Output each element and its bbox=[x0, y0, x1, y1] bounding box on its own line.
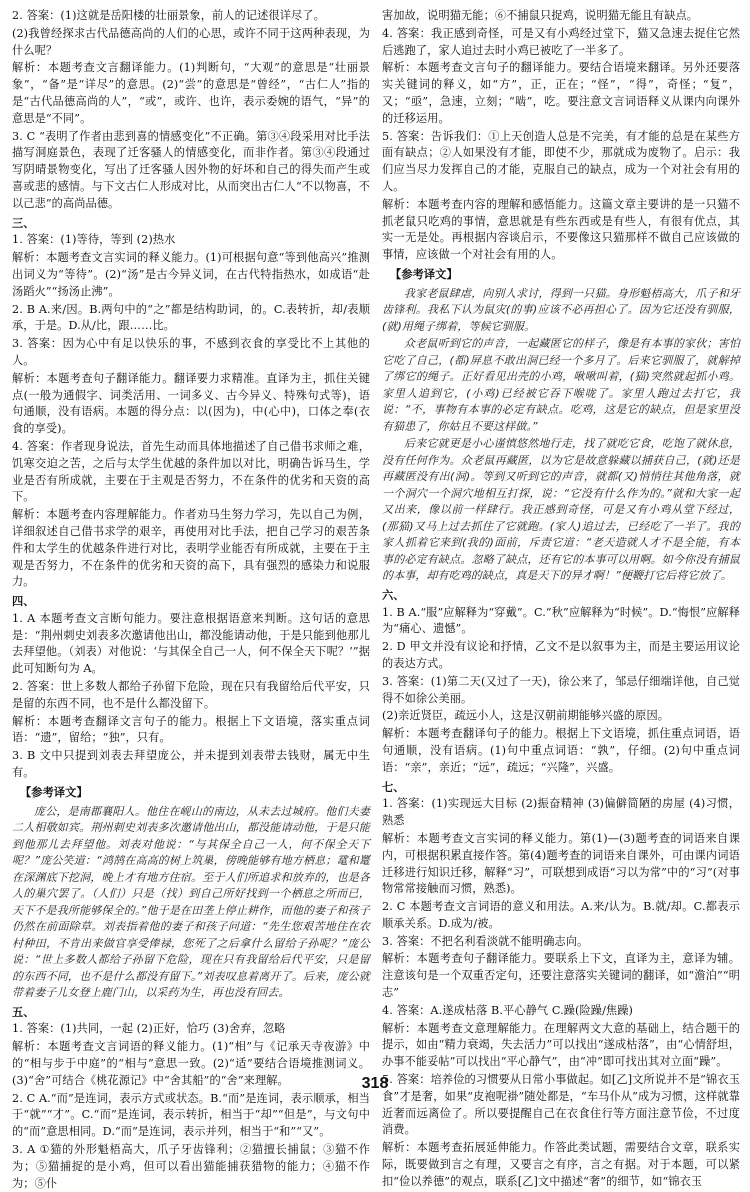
answer-paragraph: (2)我曾经探求古代品德高尚的人们的心思，或许不同于这两种表现，为什么呢？ bbox=[12, 26, 370, 57]
answer-paragraph: 4. 答案：我正感到奇怪，可是又有小鸡经过堂下，猫又急速去捉住它然后逃跑了，家人追过去时小鸡已被吃了一半多了。 bbox=[382, 26, 740, 57]
answer-paragraph: 解析：本题考查翻译文言句子的能力。根据上下文语境，落实重点词语：“遗”，留给；“独”，只有。 bbox=[12, 714, 370, 745]
answer-paragraph: 解析：本题考查内容的理解和感悟能力。这篇文章主要讲的是一只猫不抓老鼠只吃鸡的事情，意思就是有些东西或是有些人，有很有优点，其实一无是处。再根据内容谈启示，不要像这只猫那样不做自己应该做的事情，应该做一个对社会有用的人。 bbox=[382, 197, 740, 262]
reference-translation-heading: 【参考译文】 bbox=[20, 785, 88, 799]
answer-paragraph: 2. 答案：(1)这就是岳阳楼的壮丽景象，前人的记述很详尽了。 bbox=[12, 9, 325, 22]
translation-paragraph: 我家老鼠肆虐，向别人求讨，得到一只猫。身形魁梧高大，爪子和牙齿锋利。我私下认为鼠灾(的事)应该不必再担心了。因为它还没有驯服，(就)用绳子绑着，等候它驯服。 bbox=[382, 286, 740, 333]
answer-paragraph: 3. 答案：不把名利看淡就不能明确志向。 bbox=[382, 934, 589, 948]
answer-paragraph: 解析：本题考查内容理解能力。作者劝马生努力学习，先以自己为例，详细叙述自己借书求学的艰辛，再使用对比手法，把自己学习的艰苦条件和太学生的优越条件进行对比，表明学业能否有所成就，主要在于主观是否努力，不在条件的优劣和天资的高下，具有强烈的感染力和说服力。 bbox=[12, 508, 370, 589]
section-heading: 四、 bbox=[12, 594, 35, 609]
answer-paragraph: 2. 答案：世上多数人都给子孙留下危险，现在只有我留给后代平安，只是留的东西不同，也不是什么都没留下。 bbox=[12, 680, 370, 710]
right-column bbox=[382, 8, 740, 1188]
section-heading: 七、 bbox=[382, 779, 405, 794]
translation-paragraph: 众老鼠听到它的声音，一起藏匿它的样子，像是有本事的家伙；害怕它吃了自己，(都)屏息不敢出洞已经一个多月了。后来它驯服了，就解掉了绑它的绳子。正好看见出壳的小鸡，啾啾叫着，(猫)突然就起抓小鸡。家里人追到它，(小鸡)已经被它吞下喉咙了。家里人跑过去打它，我说：“不，事物有本事的必定有缺点。吃鸡，这是它的缺点，但是家里没有猫患了，你姑且不要这样做。” bbox=[382, 337, 740, 433]
answer-paragraph: 解析：本题考查文言实词的释义能力。(1)可根据句意“等到他高兴”推测出词义为“等待”。(2)“汤”是古今异义词，在古代特指热水，如成语“赴汤蹈火”“扬汤止沸”。 bbox=[12, 251, 370, 298]
answer-paragraph: 1. 答案：(1)共同，一起 (2)正好，恰巧 (3)舍弃，忽略 bbox=[12, 1022, 286, 1036]
answer-paragraph: 2. B A.来/因。B.两句中的“之”都是结构助词，的。C.表转折，却/表顺承，于是。D.从/比，跟……比。 bbox=[12, 302, 370, 333]
answer-paragraph: 解析：本题考查文言翻译能力。(1)判断句，“大观”的意思是“壮丽景象”，“备”是“详尽”的意思。(2)“尝”的意思是“曾经”，“古仁人”指的是“古代品德高尚的人”，“或”，或许、也许，表示委婉的语气，“异”的意思是“不同”。 bbox=[12, 61, 370, 125]
answer-paragraph: 解析：本题考查翻译句子的能力。根据上下文语境，抓住重点词语，语句通顺，没有语病。(1)句中重点词语：“孰”，仔细。(2)句中重点词语：“亲”，亲近；“远”，疏远；“兴隆”，兴盛。 bbox=[382, 727, 740, 774]
translation-paragraph: 后来它就更是小心谨慎悠然地行走，找了就吃它食，吃饱了就休息，没有任何作为。众老鼠再藏匿，以为它是故意躲藏以捕获自己，(就)还是再藏匿没有出(洞)。等到又听到它的声音，就都(又)悄悄往其他角落，就一个洞穴一个洞穴地相互打探，说：“它没有什么作为的。”就和大家一起又出来，像以前一样肆行。我正感到奇怪，可是又有小鸡从堂下经过，(那猫)又马上过去抓住了它就跑。(家人)追过去，已经吃了一半了。我的家人抓着它来到(我的)面前，斥责它道：“老天造就人才不是全能，有本事的必定有缺点。忽略了缺点，还有它的本事可以用啊。如今你没有捕鼠的本事，却有吃鸡的缺点，真是天下的异才啊！”便鞭打它后将它放了。 bbox=[382, 437, 740, 583]
answer-paragraph: 3. A ①猫的外形魁梧高大，爪子牙齿锋利；②猫擅长捕鼠；③猫不作为；⑤猫捕捉的是小鸡，但可以看出猫能捕获猎物的能力；④猫不作为；⑤仆 bbox=[12, 1143, 370, 1190]
answer-paragraph: 5. 答案：培养俭的习惯要从日常小事做起。如[乙]文所说并不是“锦衣玉食”才是奢，如果“皮袍呢褂”随处都是，“车马仆从”成为习惯，这样就靠近奢而远离俭了。所以要提醒自己在衣食住行等方面注意节俭，不过度消费。 bbox=[382, 1073, 740, 1137]
answer-paragraph: 解析：本题考查文言词语的释义能力。(1)“相”与《记承天寺夜游》中的“相与步于中庭”的“相与”意思一致。(2)“适”要结合语境推测词义。(3)“舍”可结合《桃花源记》中“舍其船”的“舍”来理解。 bbox=[12, 1040, 370, 1087]
answer-paragraph: 2. D 甲文并没有议论和抒情，乙文不是以叙事为主，而是主要运用议论的表达方式。 bbox=[382, 640, 740, 670]
answer-paragraph: 3. 答案：(1)第二天(又过了一天)，徐公来了，邹忌仔细端详他，自己觉得不如徐公美丽。 bbox=[382, 674, 740, 705]
answer-paragraph: 5. 答案：告诉我们：①上天创造人总是不完美，有才能的总是在某些方面有缺点；②人如果没有才能，即使不少，那就成为废物了。启示：我们应当尽力发挥自己的才能，克服自己的缺点，成为一个对社会有用的人。 bbox=[382, 129, 740, 193]
answer-paragraph: 2. C 本题考查文言词语的意义和用法。A.来/认为。B.就/却。C.都表示顺承关系。D.成为/被。 bbox=[382, 900, 740, 930]
answer-paragraph: 1. B A.“服”应解释为“穿戴”。C.“秋”应解释为“时候”。D.“悔恨”应解释为“痛心、遗憾”。 bbox=[382, 605, 740, 636]
answer-paragraph: 1. 答案：(1)实现远大目标 (2)振奋精神 (3)偏僻简陋的房屋 (4)习惯，熟悉 bbox=[382, 797, 740, 828]
answer-paragraph: 解析：本题考查拓展延伸能力。作答此类试题，需要结合文章，联系实际，既要做到言之有理，又要言之有序，言之有据。对于本题，可以紧扣“俭以养德”的观点，联系[乙]文中描述“奢”的细节，如“锦衣玉 bbox=[382, 1141, 740, 1188]
section-heading: 六、 bbox=[382, 587, 405, 602]
answer-paragraph: 解析：本题考查文言句子的翻译能力。要结合语境来翻译。另外还要落实关键词的释义，如“方”，正，正在；“怪”，“得”，奇怪；“复”，又；“亟”，急速，立刻；“啮”，吃。要注意文言词语释义从课内向课外的迁移运用。 bbox=[382, 61, 740, 125]
answer-paragraph: 解析：本题考查文意理解能力。在理解两文大意的基础上，结合题干的提示，如由“精力衰竭，失去活力”可以找出“遂成枯落”，由“心情舒坦，办事不能妥帖”可以找出“平心静气”，由“冲”即可找出其对立面“躁”。 bbox=[382, 1021, 740, 1069]
translation-paragraph: 庞公，是南郡襄阳人。他住在岘山的南边，从未去过城府。他们夫妻二人相敬如宾。荆州刺史刘表多次邀请他出山，都没能请动他，于是只能到他那儿去拜望他。刘表对他说：“与其保全自己一人，何不保全天下呢？”庞公笑道：“鸿鹄在高高的树上筑巢，傍晚能够有地方栖息；鼋和鼍在深渊底下挖洞，晚上才有地方住宿。至于人们所追求和放弃的，也是各人的巢穴罢了。（人们）只是（找）到自己所好找到一个栖息之所而已，天下不是我所能够保全的。”他于是在田垄上停止耕作，而他的妻子和孩子仍然在前面除草。刘表指着他的妻子和孩子问道：“先生您艰苦地住在农村种田，不肯出来做官享受俸禄，您死了之后拿什么留给子孙呢？”庞公说：“世上多数人都给子孙留下危险，现在只有我留给后代平安，只是留的东西不同，也不是什么都没有留下。”刘表叹息着离开了。后来，庞公就带着妻子儿女登上鹿门山，以采药为生，再也没有回去。 bbox=[12, 804, 370, 1000]
answer-paragraph: 1. A 本题考查文言断句能力。要注意根据语意来判断。这句话的意思是：“荆州刺史刘表多次邀请他出山，都没能请动他，于是只能到他那儿去拜望他。（刘表）对他说：‘与其保全自己一人，何不保全天下呢？’”据此可知断句为 A。 bbox=[12, 611, 370, 676]
answer-paragraph: 解析：本题考查句子翻译能力。要联系上下文，直译为主，意译为辅。注意该句是一个双重否定句，还要注意落实关键词的翻译，如“澹泊”“明志” bbox=[382, 952, 740, 1000]
answer-paragraph: 解析：本题考查文言实词的释义能力。第(1)—(3)题考查的词语来自课内，可根据积累直接作答。第(4)题考查的词语来自课外，可由课内词语迁移进行知识迁移，解释“习”，可联想到成语“习以为常”中的“习”(对事物常常接触而习惯，熟悉)。 bbox=[382, 831, 740, 896]
answer-paragraph: 2. C A.“而”是连词，表示方式或状态。B.“而”是连词，表示顺承，相当于“就”“才”。C.“而”是连词，表示转折，相当于“却”“但是”，与文句中的“而”意思相同。D.“而”是连词，表示并列，相当于“和”“又”。 bbox=[12, 1091, 370, 1139]
answer-paragraph: 1. 答案：(1)等待，等到 (2)热水 bbox=[12, 233, 176, 247]
answer-paragraph: 3. B 文中只提到刘表去拜望庞公，并未提到刘表带去钱财，属无中生有。 bbox=[12, 749, 370, 780]
section-heading: 五、 bbox=[12, 1004, 35, 1019]
answer-paragraph: 解析：本题考查句子翻译能力。翻译要力求精准。直译为主，抓住关键点(一般为通假字、词类活用、一词多义、古今异义、特殊句式等)，语句通顺，没有语病。本题的得分点：以(因为)，中(心中)，口体之奉(衣食的享受)。 bbox=[12, 371, 370, 436]
answer-paragraph: 4. 答案：A.遂成枯落 B.平心静气 C.躁(险躁/焦躁) bbox=[382, 1003, 633, 1017]
answer-paragraph: (2)亲近贤臣，疏远小人，这是汉朝前期能够兴盛的原因。 bbox=[382, 709, 670, 723]
answer-paragraph: 3. 答案：因为心中有足以快乐的事，不感到衣食的享受比不上其他的人。 bbox=[12, 337, 370, 367]
left-column bbox=[12, 8, 370, 1190]
reference-translation-heading: 【参考译文】 bbox=[390, 267, 458, 281]
answer-paragraph: 害加故，说明猫无能；⑥不捕鼠只捉鸡，说明猫无能且有缺点。 bbox=[382, 9, 699, 22]
page-number: 318 bbox=[361, 1075, 389, 1092]
section-heading: 三、 bbox=[12, 215, 35, 230]
answer-paragraph: 3. C “表明了作者由悲到喜的情感变化”不正确。第③④段采用对比手法描写洞庭景色，表现了迁客骚人的情感变化，而非作者。第③④段通过写阴晴景物变化，写出了迁客骚人因外物的好坏和自己的得失而产生或喜或悲的感情。与下文古仁人形成对比，从而突出古仁人“不以物喜，不以己悲”的高尚品德。 bbox=[12, 129, 370, 210]
answer-paragraph: 4. 答案：作者现身说法，首先生动而具体地描述了自己借书求师之难，饥寒交迫之苦，之后与太学生优越的条件加以对比，明确告诉马生，学业是否有所成就，主要在于主观是否努力，不在条件的优劣和天资的高下。 bbox=[12, 439, 370, 504]
